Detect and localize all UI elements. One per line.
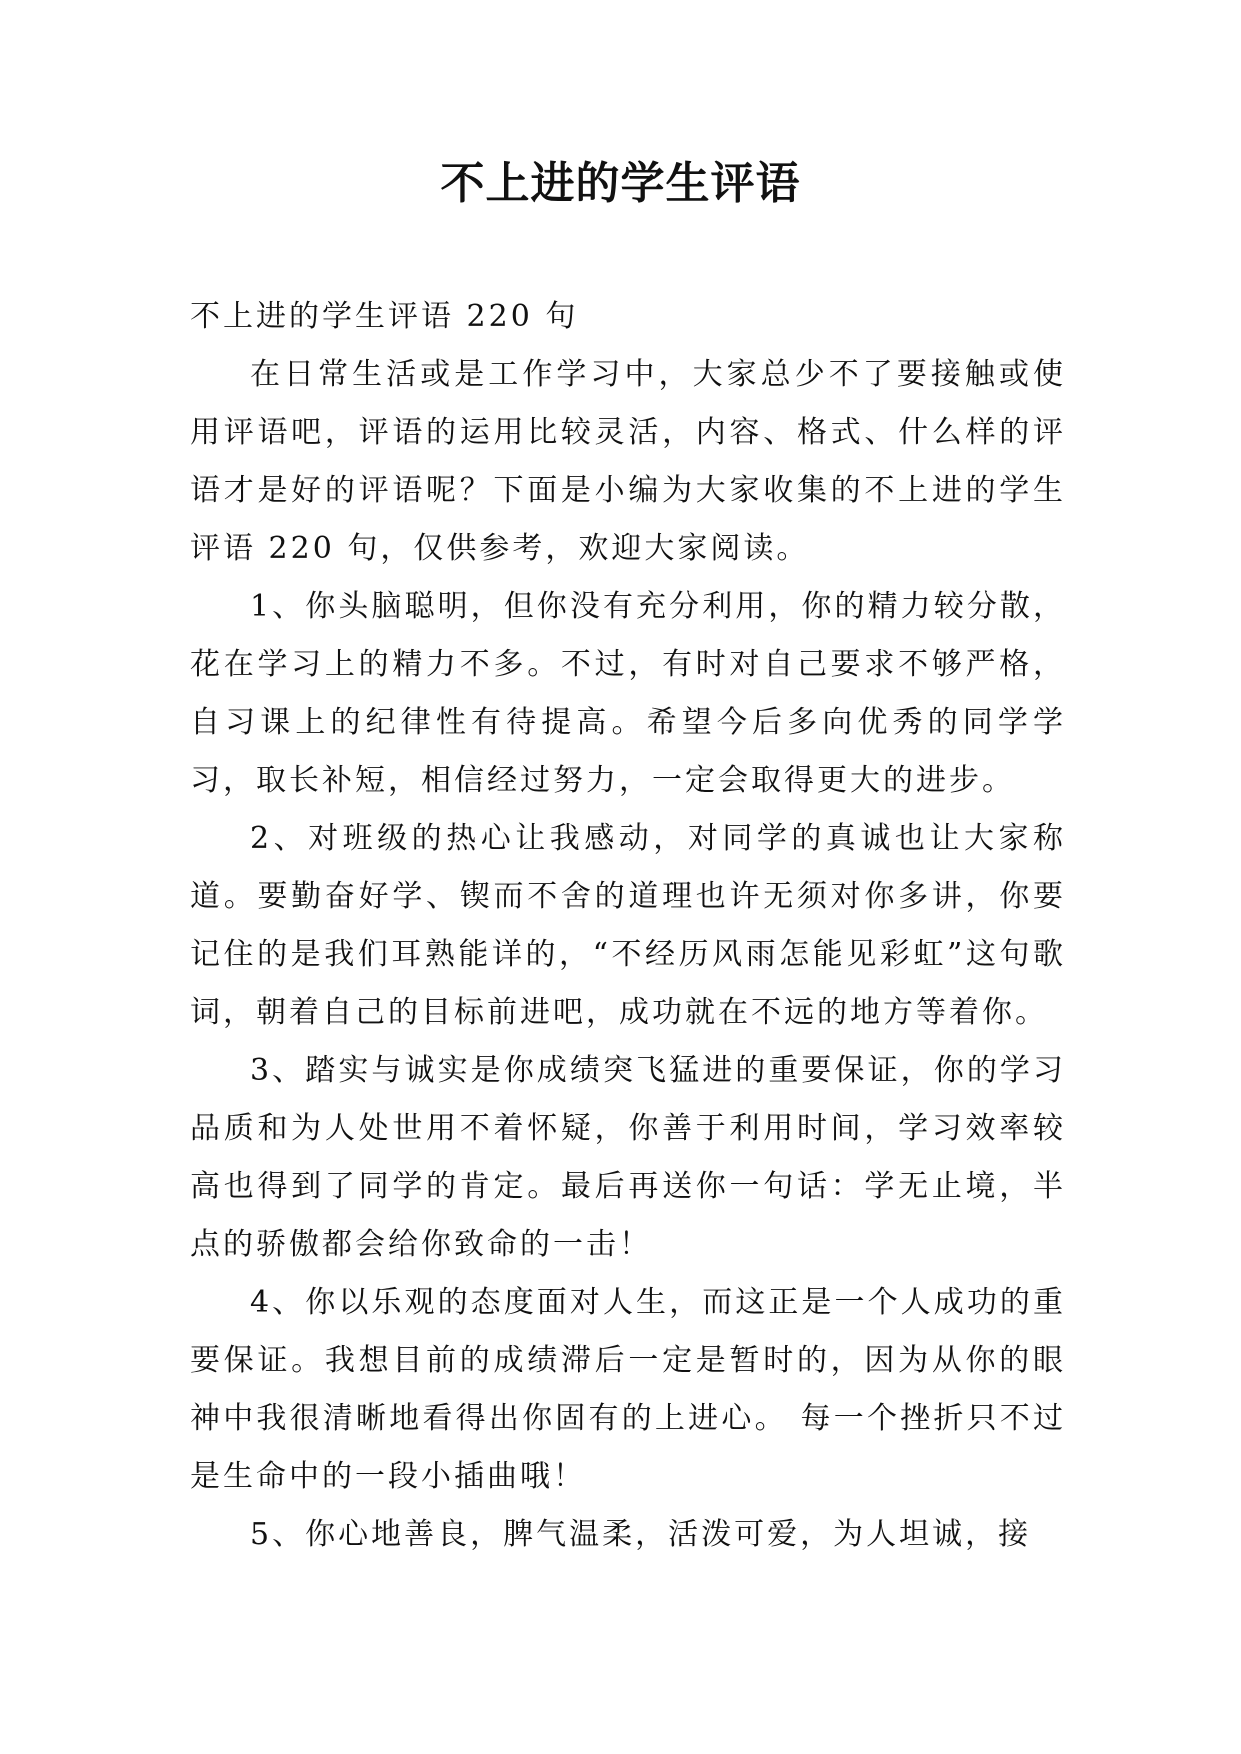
comment-paragraph-2: 2、对班级的热心让我感动，对同学的真诚也让大家称道。要勤奋好学、锲而不舍的道理也许无须对你多讲，你要记住的是我们耳熟能详的，“不经历风雨怎能见彩虹”这句歌词，朝着自己的目标前进吧，成功就在不远的地方等着你。 — [190, 821, 1066, 1030]
comment-paragraph-1: 1、你头脑聪明，但你没有充分利用，你的精力较分散，花在学习上的精力不多。不过，有时对自己要求不够严格，自习课上的纪律性有待提高。希望今后多向优秀的同学学习，取长补短，相信经过努力，一定会取得更大的进步。 — [190, 589, 1066, 798]
comment-paragraph-3: 3、踏实与诚实是你成绩突飞猛进的重要保证，你的学习品质和为人处世用不着怀疑，你善于利用时间，学习效率较高也得到了同学的肯定。最后再送你一句话：学无止境，半点的骄傲都会给你致命的一击！ — [190, 1053, 1066, 1262]
document-title: 不上进的学生评语 — [440, 158, 801, 209]
comment-paragraph-4: 4、你以乐观的态度面对人生，而这正是一个人成功的重要保证。我想目前的成绩滞后一定是暂时的，因为从你的眼神中我很清晰地看得出你固有的上进心。 每一个挫折只不过是生命中的一段小插曲哦！ — [190, 1285, 1066, 1494]
comment-paragraph-5: 5、你心地善良，脾气温柔，活泼可爱，为人坦诚，接 — [250, 1517, 1032, 1552]
document-subtitle: 不上进的学生评语 220 句 — [190, 299, 579, 334]
intro-paragraph: 在日常生活或是工作学习中，大家总少不了要接触或使用评语吧，评语的运用比较灵活，内容、格式、什么样的评语才是好的评语呢？下面是小编为大家收集的不上进的学生评语 220 句，仅供参考，欢迎大家阅读。 — [190, 357, 1066, 566]
document-body — [190, 288, 1066, 1564]
